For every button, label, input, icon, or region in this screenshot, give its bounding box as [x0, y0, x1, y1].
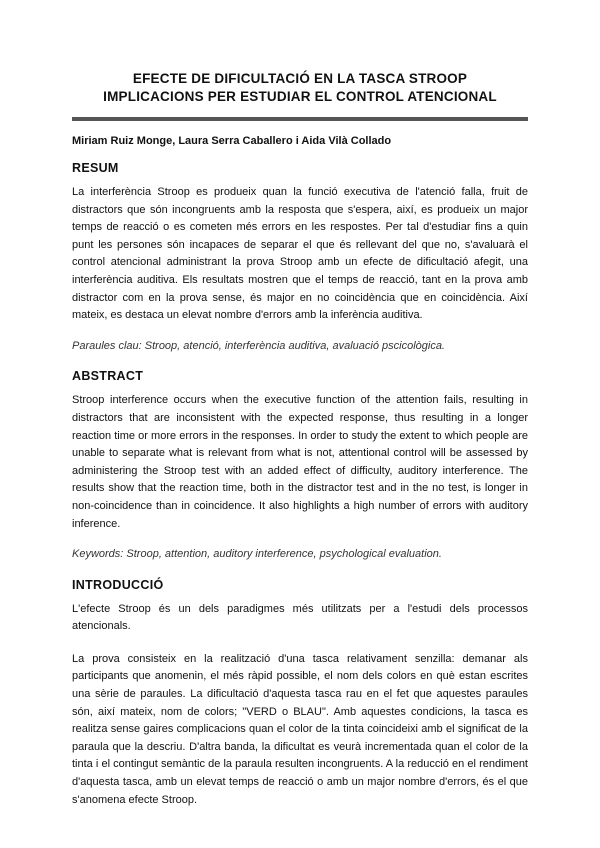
introduccio-heading: INTRODUCCIÓ [72, 577, 164, 592]
abstract-keywords: Keywords: Stroop, attention, auditory interference, psychological evaluation. [72, 548, 442, 561]
abstract-body: Stroop interference occurs when the executive function of the attention fails, resulting in distractors that are inconsistent with the expected response, thus resulting in a longer reaction time or more errors in the responses. In order to study the extent to which people are unable to separate what is relevant from what is not, attentional control will be assessed by administering the Stroop test with an added effect of difficulty, auditory interference. The results show that the reaction time, both in the distractor test and in the no test, is longer in non-coincidence than in coincidence. It also highlights a high number of errors with auditory inference. [72, 394, 528, 530]
introduccio-paragraph-1: L'efecte Stroop és un dels paradigmes més utilitzats per a l'estudi dels processos atencionals. [72, 602, 528, 633]
resum-section [72, 161, 528, 355]
introduccio-section [72, 578, 528, 810]
title-line-1: EFECTE DE DIFICULTACIÓ EN LA TASCA STROOP [132, 71, 468, 86]
resum-keywords: Paraules clau: Stroop, atenció, interferència auditiva, avaluació pscicològica. [72, 339, 445, 352]
abstract-section [72, 369, 528, 563]
document-page [72, 0, 528, 809]
abstract-heading: ABSTRACT [72, 369, 144, 384]
title-line-2: IMPLICACIONS PER ESTUDIAR EL CONTROL ATENCIONAL [103, 89, 497, 104]
authors: Miriam Ruiz Monge, Laura Serra Caballero i Aida Vilà Collado [72, 135, 392, 147]
resum-body: La interferència Stroop es produeix quan la funció executiva de l'atenció falla, fruit de distractors que són incongruents amb la resposta que s'espera, així, es produeix un major temps de reacció o es cometen més errors en les respostes. Per tal d'estudiar fins a quin punt les persones són incapaces de separar el que és rellevant del que no, s'avaluarà el control atencional administrant la prova Stroop amb un efecte de dificultació afegit, una interferència auditiva. Els resultats mostren que el temps de reacció, tant en la prova amb distractor com en la prova sense, és major en no coincidència que en coincidència. Així mateix, es destaca un elevat nombre d'errors amb la inferència auditiva. [72, 186, 528, 322]
title-divider [72, 117, 528, 121]
resum-heading: RESUM [72, 161, 119, 175]
introduccio-paragraph-2: La prova consisteix en la realització d'una tasca relativament senzilla: demanar als participants que anomenin, el més ràpid possible, el nom dels colors en què estan escrites una sèrie de paraules. La dificultació d'aquesta tasca rau en el fet que aquestes paraules són, així mateix, nom de colors; "VERD o BLAU". Amb aquestes condicions, la tasca es realitza sense gaires complicacions quan el color de la tinta coincideixi amb el significat de la paraula que la descriu. D'altra banda, la dificultat es veurà incrementada quan el color de la tinta i el contingut semàntic de la paraula resulten incongruents. A la reducció en el rendiment d'aquesta tasca, amb un elevat temps de reacció o amb un major nombre d'errors, és el que s'anomena efecte Stroop. [72, 652, 528, 806]
